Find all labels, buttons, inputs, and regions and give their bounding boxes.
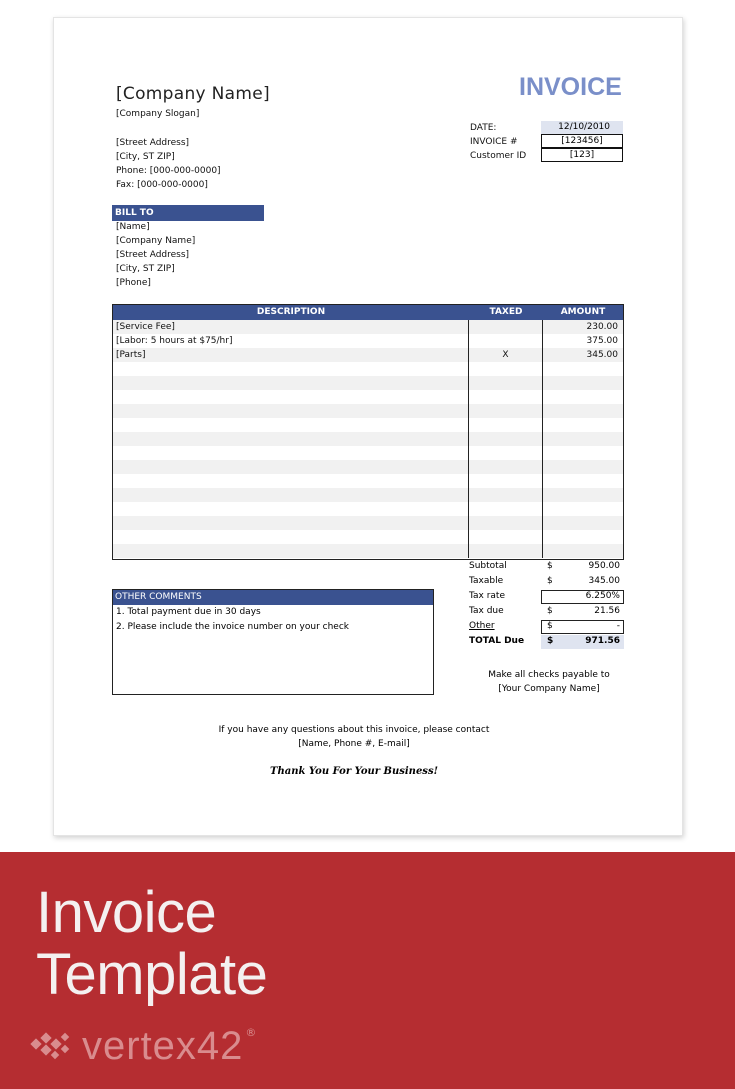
item-taxed-cell [469,530,543,544]
item-description-cell [113,446,469,460]
address-line: [Street Address] [116,138,190,148]
item-taxed-cell: X [469,348,543,362]
other-comments-lines [113,605,433,635]
table-row [113,376,623,390]
item-amount-cell [543,502,623,516]
item-description-cell [113,474,469,488]
item-description-cell [113,544,469,558]
item-amount-cell [543,418,623,432]
item-description-cell: [Service Fee] [113,320,469,334]
item-description-cell [113,460,469,474]
banner-title-line: Invoice [36,880,217,945]
item-taxed-cell [469,446,543,460]
invoice-sheet [53,17,683,836]
bill-to-line: [City, ST ZIP] [116,264,175,274]
item-amount-cell [543,404,623,418]
line-items-header [113,305,623,320]
table-row [113,404,623,418]
total-due-value: 971.56 [585,636,620,646]
date-value: 12/10/2010 [541,121,623,134]
address-line: [City, ST ZIP] [116,152,175,162]
item-taxed-cell [469,390,543,404]
item-taxed-cell [469,362,543,376]
item-amount-cell [543,474,623,488]
tax-due-label: Tax due [469,606,504,616]
item-taxed-cell [469,320,543,334]
table-row [113,348,623,362]
banner-title-line: Template [36,942,268,1007]
address-line: Fax: [000-000-0000] [116,180,208,190]
checks-payable-line: Make all checks payable to [488,670,610,680]
checks-payable-line: [Your Company Name] [498,684,600,694]
item-description-cell [113,432,469,446]
item-taxed-cell [469,502,543,516]
table-row [113,334,623,348]
other-value: - [616,621,620,631]
item-taxed-cell [469,474,543,488]
item-amount-cell [543,432,623,446]
table-row [113,446,623,460]
invoice-meta-labels [470,121,526,163]
vertex42-logo-text: vertex42 [82,1023,244,1068]
contact-note [154,723,554,751]
item-amount-cell [543,390,623,404]
contact-line: If you have any questions about this invoice, please contact [218,725,490,735]
item-amount-cell [543,516,623,530]
invoice-title: INVOICE [519,73,622,101]
invoice-number-value: [123456] [541,134,623,148]
tax-rate-row [469,589,625,604]
item-description-cell [113,390,469,404]
item-description-cell [113,362,469,376]
table-row [113,390,623,404]
contact-line: [Name, Phone #, E-mail] [298,739,410,749]
table-row [113,418,623,432]
currency-symbol: $ [547,636,554,646]
item-description-cell [113,516,469,530]
item-taxed-cell [469,488,543,502]
item-amount-cell: 375.00 [586,336,618,346]
table-row [113,460,623,474]
item-taxed-cell [469,432,543,446]
subtotal-row [469,559,625,574]
item-description-cell [113,404,469,418]
bill-to-heading: BILL TO [112,205,264,221]
bill-to-details [116,220,195,290]
company-name: [Company Name] [116,84,270,104]
thank-you-message: Thank You For Your Business! [270,766,438,777]
taxable-label: Taxable [469,576,504,586]
totals-block [469,559,625,649]
total-due-label: TOTAL Due [469,636,525,646]
table-row [113,502,623,516]
currency-symbol: $ [547,561,553,571]
customer-id-value: [123] [541,148,623,162]
tax-rate-label: Tax rate [469,591,505,601]
date-label: DATE: [470,123,497,133]
registered-mark: ® [245,1026,257,1039]
item-description-cell [113,530,469,544]
banner-title [36,882,267,1006]
bill-to-line: [Street Address] [116,250,190,260]
item-amount-cell: 230.00 [586,322,618,332]
item-taxed-cell [469,516,543,530]
comment-line: 2. Please include the invoice number on your check [116,622,350,632]
table-row [113,530,623,544]
table-row [113,320,623,334]
amount-header: AMOUNT [560,307,606,317]
item-amount-cell [543,446,623,460]
taxable-row [469,574,625,589]
line-items-table [112,304,624,560]
banner [0,852,735,1089]
other-comments-box [112,589,434,695]
subtotal-value: 950.00 [588,561,620,571]
table-row [113,362,623,376]
item-amount-cell [543,362,623,376]
table-row [113,516,623,530]
currency-symbol: $ [547,606,553,616]
table-row [113,474,623,488]
item-description-cell [113,502,469,516]
item-amount-cell: 345.00 [586,350,618,360]
subtotal-label: Subtotal [469,561,507,571]
item-description-cell: [Labor: 5 hours at $75/hr] [113,334,469,348]
item-amount-cell [543,376,623,390]
item-taxed-cell [469,404,543,418]
company-address [116,136,221,192]
other-row [469,619,625,634]
item-taxed-cell [469,544,543,558]
currency-symbol: $ [547,621,553,631]
taxable-value: 345.00 [588,576,620,586]
invoice-number-label: INVOICE # [470,137,518,147]
other-comments-heading: OTHER COMMENTS [113,590,433,605]
item-taxed-cell [469,460,543,474]
tax-due-row [469,604,625,619]
tax-rate-value: 6.250% [585,591,620,601]
table-row [113,488,623,502]
company-slogan: [Company Slogan] [116,109,200,119]
checks-payable-note [449,668,649,696]
address-line: Phone: [000-000-0000] [116,166,221,176]
item-description-cell [113,488,469,502]
bill-to-line: [Company Name] [116,236,196,246]
item-amount-cell [543,488,623,502]
vertex42-logo-icon [30,1026,76,1066]
bill-to-line: [Phone] [116,278,151,288]
total-due-row [469,634,625,649]
item-amount-cell [543,530,623,544]
table-row [113,544,623,558]
bill-to-line: [Name] [116,222,150,232]
currency-symbol: $ [547,576,553,586]
item-amount-cell [543,544,623,558]
item-taxed-cell [469,376,543,390]
item-description-cell: [Parts] [113,348,469,362]
description-header: DESCRIPTION [256,307,326,317]
vertex42-logo[interactable] [30,1023,257,1068]
comment-line: 1. Total payment due in 30 days [116,607,261,617]
tax-due-value: 21.56 [594,606,620,616]
taxed-header: TAXED [489,307,523,317]
item-description-cell [113,376,469,390]
customer-id-label: Customer ID [470,151,527,161]
item-taxed-cell [469,334,543,348]
table-row [113,432,623,446]
item-description-cell [113,418,469,432]
other-box [541,620,624,634]
other-label: Other [469,621,495,631]
item-taxed-cell [469,418,543,432]
line-items-body [113,320,623,558]
item-amount-cell [543,460,623,474]
